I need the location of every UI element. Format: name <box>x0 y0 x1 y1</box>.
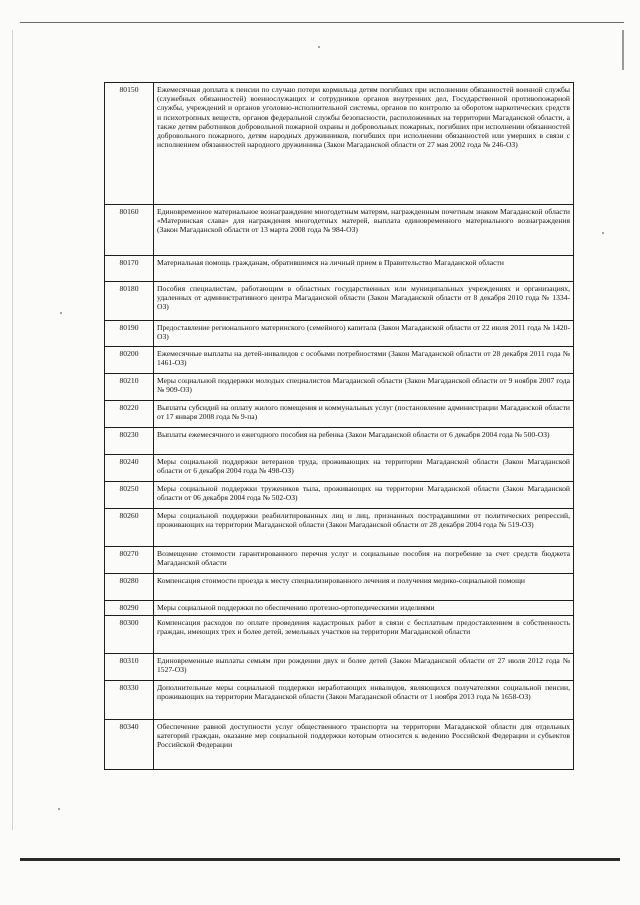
scan-edge-top <box>20 22 624 23</box>
table-row <box>105 321 574 347</box>
scan-edge-left <box>12 30 13 830</box>
table-row <box>105 681 574 720</box>
row-code: 80170 <box>105 256 154 282</box>
row-description: Компенсация расходов по оплате проведения кадастровых работ в связи с бесплатным предоставлением в собственность граждан, имеющих трех и более детей, земельных участков на территории Магаданской области <box>154 616 574 654</box>
row-code: 80270 <box>105 547 154 574</box>
row-code: 80260 <box>105 509 154 547</box>
row-description: Меры социальной поддержки тружеников тыла, проживающих на территории Магаданской области (Закон Магаданской области от 06 декабря 2004 года № 502-ОЗ) <box>154 482 574 509</box>
row-code: 80180 <box>105 282 154 321</box>
row-code: 80310 <box>105 654 154 681</box>
row-description: Меры социальной поддержки ветеранов труда, проживающих на территории Магаданской области (Закон Магаданской области от 6 декабря 2004 года № 498-ОЗ) <box>154 455 574 482</box>
table-row <box>105 547 574 574</box>
row-code: 80340 <box>105 720 154 770</box>
row-code: 80200 <box>105 347 154 374</box>
table-row <box>105 374 574 401</box>
row-description: Выплаты субсидий на оплату жилого помещения и коммунальных услуг (постановление администрации Магаданской области от 17 января 2008 года № 9-па) <box>154 401 574 428</box>
row-code: 80230 <box>105 428 154 455</box>
row-description: Выплаты ежемесячного и ежегодного пособия на ребенка (Закон Магаданской области от 6 декабря 2004 года № 500-ОЗ) <box>154 428 574 455</box>
table-row <box>105 720 574 770</box>
scan-edge-right <box>622 30 624 70</box>
row-description: Возмещение стоимости гарантированного перечня услуг и социальные пособия на погребение за счет средств бюджета Магаданской области <box>154 547 574 574</box>
row-code: 80330 <box>105 681 154 720</box>
row-description: Материальная помощь гражданам, обратившимся на личный прием в Правительство Магаданской области <box>154 256 574 282</box>
table-row <box>105 282 574 321</box>
table-row <box>105 83 574 205</box>
row-description: Меры социальной поддержки по обеспечению протезно-ортопедическими изделиями <box>154 601 574 616</box>
table-row <box>105 205 574 256</box>
table-row <box>105 482 574 509</box>
row-description: Меры социальной поддержки реабилитированных лиц и лиц, признанных пострадавшими от политических репрессий, проживающих на территории Магаданской области (Закон Магаданской области от 28 декабря 2004 года № 519-ОЗ) <box>154 509 574 547</box>
table-row <box>105 401 574 428</box>
row-description: Пособия специалистам, работающим в областных государственных или муниципальных учреждениях и организациях, удаленных от административного центра Магаданской области (Закон Магаданской области от 8 декабря 2010 года № 1334-ОЗ) <box>154 282 574 321</box>
row-code: 80300 <box>105 616 154 654</box>
codes-table <box>104 82 574 770</box>
row-description: Дополнительные меры социальной поддержки неработающих инвалидов, являющихся получателями социальной пенсии, проживающих на территории Магаданской области (Закон Магаданской области от 1 ноября 2013 года № 1658-ОЗ) <box>154 681 574 720</box>
row-description: Предоставление регионального материнского (семейного) капитала (Закон Магаданской области от 22 июля 2011 года № 1420-ОЗ) <box>154 321 574 347</box>
table-row <box>105 428 574 455</box>
table-row <box>105 256 574 282</box>
row-description: Компенсация стоимости проезда к месту специализированного лечения и получения медико-социальной помощи <box>154 574 574 601</box>
scan-edge-bottom <box>20 858 620 861</box>
scan-speck <box>602 232 604 234</box>
table-row <box>105 455 574 482</box>
row-code: 80280 <box>105 574 154 601</box>
row-code: 80220 <box>105 401 154 428</box>
row-description: Меры социальной поддержки молодых специалистов Магаданской области (Закон Магаданской области от 9 ноября 2007 года № 909-ОЗ) <box>154 374 574 401</box>
row-description: Ежемесячная доплата к пенсии по случаю потери кормильца детям погибших при исполнении обязанностей военной службы (служебных обязанностей) военнослужащих и сотрудников органов внутренних дел, Государственной противопожарной службы, учреждений и органов уголовно-исполнительной системы, органов по контролю за оборотом наркотических средств и психотропных веществ, органов федеральной службы безопасности, расположенных на территории Магаданской области, а также детям работников добровольной пожарной охраны и добровольных пожарных, погибших при исполнении обязанностей добровольного пожарного, детям народных дружинников, погибших при исполнении обязанностей или умерших в связи с исполнением обязанностей народного дружинника (Закон Магаданской области от 27 мая 2002 года № 246-ОЗ) <box>154 83 574 205</box>
scan-speck <box>60 312 62 314</box>
table-row <box>105 601 574 616</box>
row-code: 80210 <box>105 374 154 401</box>
row-code: 80240 <box>105 455 154 482</box>
scan-speck <box>58 808 60 810</box>
row-description: Единовременное материальное вознаграждение многодетным матерям, награжденным почетным знаком Магаданской области «Материнская слава» для награждения многодетных матерей, выплата единовременного материального вознаграждения (Закон Магаданской области от 13 марта 2008 года № 984-ОЗ) <box>154 205 574 256</box>
scan-speck <box>318 46 320 48</box>
row-code: 80250 <box>105 482 154 509</box>
row-description: Ежемесячные выплаты на детей-инвалидов с особыми потребностями (Закон Магаданской области от 28 декабря 2011 года № 1461-ОЗ) <box>154 347 574 374</box>
table-row <box>105 574 574 601</box>
table-row <box>105 654 574 681</box>
row-description: Обеспечение равной доступности услуг общественного транспорта на территории Магаданской области для отдельных категорий граждан, оказание мер социальной поддержки которым относится к ведению Российской Федерации и субъектов Российской Федерации <box>154 720 574 770</box>
row-code: 80290 <box>105 601 154 616</box>
table-row <box>105 509 574 547</box>
row-description: Единовременные выплаты семьям при рождении двух и более детей (Закон Магаданской области от 27 июля 2012 года № 1527-ОЗ) <box>154 654 574 681</box>
table-row <box>105 616 574 654</box>
row-code: 80150 <box>105 83 154 205</box>
row-code: 80190 <box>105 321 154 347</box>
row-code: 80160 <box>105 205 154 256</box>
table-row <box>105 347 574 374</box>
